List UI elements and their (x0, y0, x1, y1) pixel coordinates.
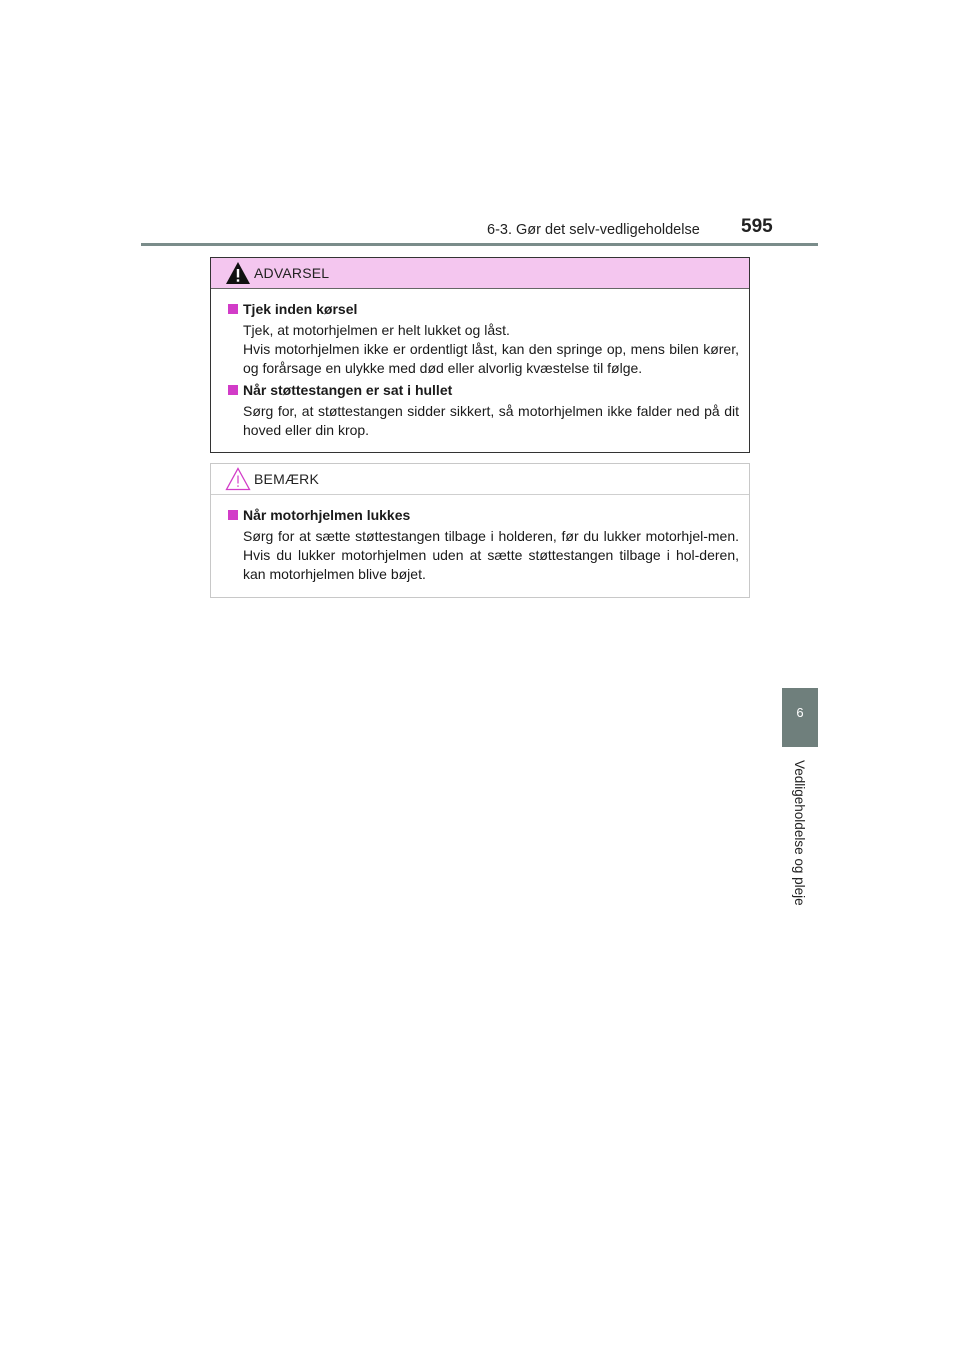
page-header (141, 214, 818, 248)
body-line: Tjek, at motorhjelmen er helt lukket og låst. (243, 322, 510, 338)
chapter-tab (782, 688, 818, 747)
warning-triangle-outline-icon (225, 467, 251, 491)
notice-item (211, 506, 749, 584)
notice-box-title: BEMÆRK (254, 471, 319, 487)
page-number: 595 (741, 216, 773, 237)
warning-box-title: ADVARSEL (254, 265, 330, 281)
body-line: Sørg for at sætte støttestangen tilbage i holderen, før du lukker motorhjel-men. Hvis du lukker motorhjelmen uden at sætte støttestangen tilbage i hol-deren, kan motorhjelmen blive bøjet. (243, 528, 739, 582)
body-line: Sørg for, at støttestangen sidder sikkert, så motorhjelmen ikke falder ned på dit hoved eller din krop. (243, 403, 739, 438)
warning-item-title-text: Når støttestangen er sat i hullet (243, 382, 453, 398)
warning-item-title-text: Tjek inden kørsel (243, 301, 358, 317)
notice-item-title (228, 506, 739, 525)
warning-item (211, 381, 749, 440)
square-bullet-icon (228, 304, 238, 314)
warning-box-header (211, 258, 749, 289)
notice-box-header (211, 464, 749, 495)
warning-item-body (228, 321, 739, 378)
warning-item-body (228, 402, 739, 440)
warning-item-title (228, 381, 739, 400)
square-bullet-icon (228, 385, 238, 395)
chapter-title-vertical (782, 760, 818, 960)
section-title: 6-3. Gør det selv-vedligeholdelse (487, 222, 700, 238)
header-divider (141, 243, 818, 246)
warning-item-title (228, 300, 739, 319)
warning-triangle-filled-icon (225, 261, 251, 285)
warning-box (210, 257, 750, 453)
notice-item-body (228, 527, 739, 584)
chapter-number: 6 (796, 705, 804, 720)
chapter-title: Vedligeholdelse og pleje (792, 760, 807, 906)
notice-box (210, 463, 750, 598)
warning-item (211, 300, 749, 378)
square-bullet-icon (228, 510, 238, 520)
body-line: Hvis motorhjelmen ikke er ordentligt låst, kan den springe op, mens bilen kører, og forårsage en ulykke med død eller alvorlig kvæstelse til følge. (243, 341, 739, 376)
notice-item-title-text: Når motorhjelmen lukkes (243, 507, 411, 523)
